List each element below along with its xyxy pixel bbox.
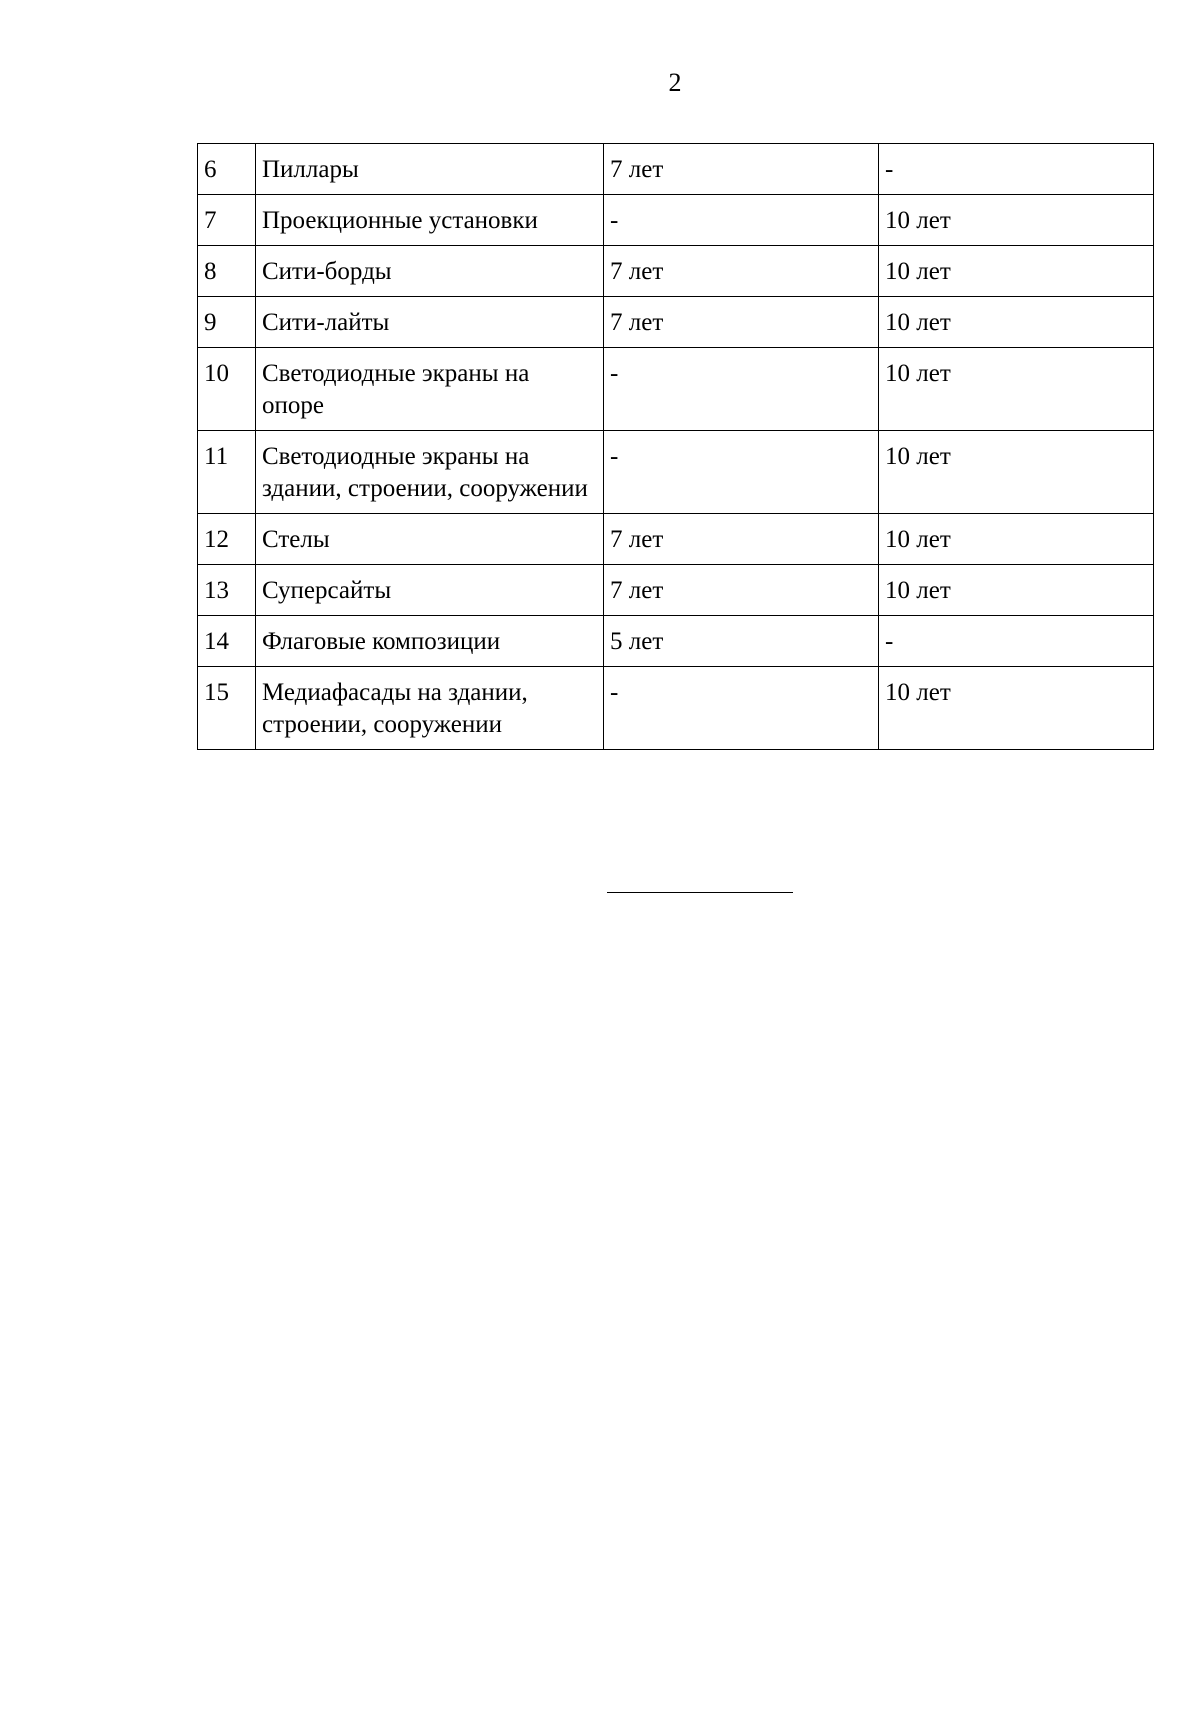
term-a: - xyxy=(604,667,879,750)
row-number: 13 xyxy=(198,565,256,616)
page-number: 2 xyxy=(668,68,682,97)
row-number: 8 xyxy=(198,246,256,297)
row-number: 12 xyxy=(198,514,256,565)
structure-type: Пиллары xyxy=(256,144,604,195)
term-a: 7 лет xyxy=(604,514,879,565)
structures-table xyxy=(197,143,1154,750)
term-b: 10 лет xyxy=(879,297,1154,348)
term-a: 7 лет xyxy=(604,144,879,195)
structure-type: Светодиодные экраны на здании, строении, сооружении xyxy=(256,431,604,514)
row-number: 7 xyxy=(198,195,256,246)
structure-type: Суперсайты xyxy=(256,565,604,616)
term-a: 7 лет xyxy=(604,565,879,616)
table-row xyxy=(198,565,1154,616)
table-body xyxy=(198,144,1154,750)
term-b: 10 лет xyxy=(879,431,1154,514)
row-number: 10 xyxy=(198,348,256,431)
structure-type: Проекционные установки xyxy=(256,195,604,246)
table-row xyxy=(198,246,1154,297)
table-row xyxy=(198,431,1154,514)
term-a: 7 лет xyxy=(604,246,879,297)
table-row xyxy=(198,144,1154,195)
term-a: 7 лет xyxy=(604,297,879,348)
table-row xyxy=(198,195,1154,246)
term-b: 10 лет xyxy=(879,667,1154,750)
term-b: 10 лет xyxy=(879,348,1154,431)
term-a: - xyxy=(604,431,879,514)
row-number: 6 xyxy=(198,144,256,195)
row-number: 14 xyxy=(198,616,256,667)
structure-type: Медиафасады на здании, строении, сооружении xyxy=(256,667,604,750)
table-row xyxy=(198,667,1154,750)
row-number: 9 xyxy=(198,297,256,348)
structure-type: Светодиодные экраны на опоре xyxy=(256,348,604,431)
term-b: - xyxy=(879,616,1154,667)
structure-type: Сити-лайты xyxy=(256,297,604,348)
structure-type: Сити-борды xyxy=(256,246,604,297)
term-b: 10 лет xyxy=(879,565,1154,616)
table-row xyxy=(198,514,1154,565)
structure-type: Стелы xyxy=(256,514,604,565)
table-row xyxy=(198,297,1154,348)
term-a: - xyxy=(604,348,879,431)
row-number: 15 xyxy=(198,667,256,750)
table-row xyxy=(198,348,1154,431)
term-a: 5 лет xyxy=(604,616,879,667)
closing-divider-line xyxy=(607,892,793,893)
structure-type: Флаговые композиции xyxy=(256,616,604,667)
table-row xyxy=(198,616,1154,667)
row-number: 11 xyxy=(198,431,256,514)
term-b: 10 лет xyxy=(879,195,1154,246)
term-b: 10 лет xyxy=(879,514,1154,565)
term-b: - xyxy=(879,144,1154,195)
term-b: 10 лет xyxy=(879,246,1154,297)
term-a: - xyxy=(604,195,879,246)
